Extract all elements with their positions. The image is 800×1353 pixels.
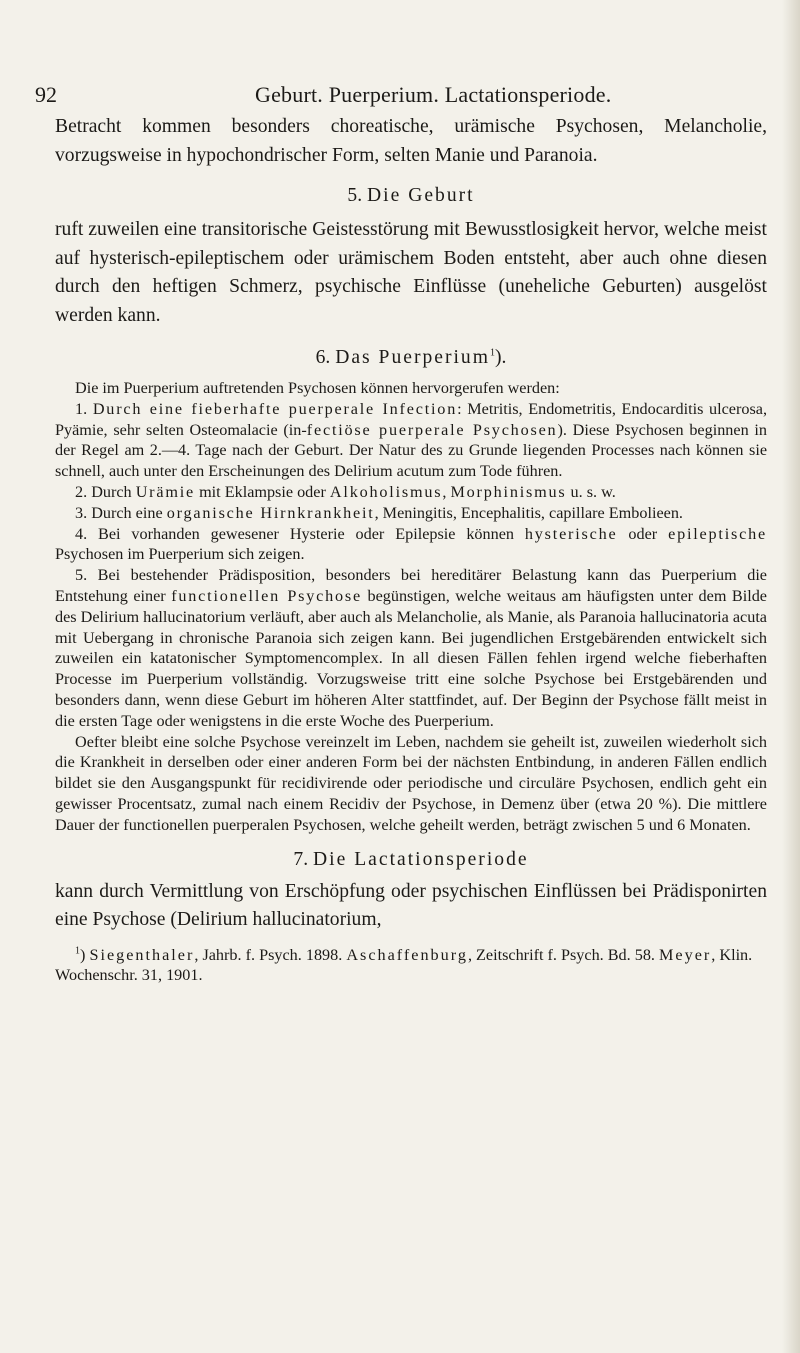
item-2-text-4: u. s. w. (566, 482, 616, 501)
section-5-heading (55, 182, 767, 210)
list-item-5 (55, 565, 767, 731)
item-2-emph: Urämie (135, 482, 196, 501)
section-7-title: Die Lactationsperiode (313, 848, 529, 870)
section-7-heading (55, 846, 767, 874)
section-5-number: 5. (347, 185, 363, 206)
list-item-2 (55, 482, 767, 503)
section-6-title: Das Puerperium (335, 347, 490, 368)
list-item-3 (55, 503, 767, 524)
list-item-4 (55, 524, 767, 566)
footnote-author-2: Aschaffenburg (346, 945, 468, 964)
item-1-emph: Durch eine fieberhafte puerperale Infection (92, 399, 458, 418)
page-number: 92 (35, 82, 57, 107)
item-4-text: 4. Bei vorhanden gewesener Hysterie oder Epilepsie können (75, 524, 525, 543)
section-6-lead: Die im Puerperium auftretenden Psychosen können hervorgerufen werden: (75, 379, 560, 397)
item-1-text-2: ). Diese Psychosen beginnen in der Regel am 2.—4. Tage nach der Geburt. Der Natur des zu Grunde liegenden Processes nach können sie schnell, auch unter den Erscheinungen des Delirium acutum zum Tode führen. (55, 420, 767, 481)
section-7-text: kann durch Vermittlung von Erschöpfung oder psychischen Einflüssen bei Prädisponirten eine Psychose (Delirium hallucinatorium, (55, 880, 767, 931)
item-3-text-2: , Meningitis, Encephalitis, capillare Embolieen. (374, 503, 683, 522)
footnote-text-4: , Klin. Wochenschr. 31, 1901. (55, 945, 753, 985)
item-1-text: : Metritis, Endometritis, Endocarditis ulcerosa, Pyämie, sehr selten Osteomalacie (in- (55, 399, 768, 439)
section-6-closing-paragraph: Oefter bleibt eine solche Psychose vereinzelt im Leben, nachdem sie geheilt ist, zuweilen wiederholt sich die Krankheit in derselben oder einer anderen Form bei der nächsten Entbindung, in anderen Fällen endlich bildet sie den Ausgangspunkt für recidivirende oder periodische und circuläre Psychosen, endlich geht ein gewisser Procentsatz, zumal nach einem Recidiv der Psychose, in Demenz über (etwa 20 %). Die mittlere Dauer der functionellen puerperalen Psychosen, welche geheilt werden, beträgt zwischen 5 und 6 Monaten. (55, 732, 767, 834)
section-5-title: Die Geburt (367, 185, 475, 206)
item-4-emph: hysterische (524, 524, 618, 543)
footnote-author-1: Siegenthaler (89, 945, 195, 964)
item-2-emph-3: Morphinismus (450, 482, 567, 501)
item-4-text-3: Psychosen im Puerperium sich zeigen. (55, 545, 305, 564)
footnote-marker: 1 (75, 945, 80, 957)
list-item-1 (55, 399, 767, 482)
footnote-text-3: , Zeitschrift f. Psych. Bd. 58. (467, 945, 660, 964)
footnote (55, 945, 767, 987)
section-5-text: ruft zuweilen eine transitorische Geistesstörung mit Bewusstlosigkeit hervor, welche meist auf hysterisch-epileptischem oder urämischem Boden entsteht, aber auch ohne diesen durch den heftigen Schmerz, psychische Einflüsse (uneheliche Geburten) ausgelöst werden kann. (55, 219, 767, 326)
item-1-emph-2: fectiöse puerperale Psychosen (306, 420, 558, 439)
item-4-text-2: oder (617, 524, 669, 543)
item-2-text-2: mit Eklampsie oder (195, 482, 330, 501)
section-7-number: 7. (293, 848, 309, 870)
section-6-heading (55, 344, 767, 372)
item-5-text-2: begünstigen, welche weitaus am häufigsten unter dem Bilde des Delirium hallucinatorium verläuft, aber auch als Melancholie, als Manie, als Paranoia hallucinatoria acuta mit Uebergang in chronische Paranoia sich zeigen kann. Bei jugendlichen Erstgebärenden entwickelt sich zuweilen ein katatonischer Symptomencomplex. In all diesen Fällen fehlen irgend welche fieberhaften Processe im Puerperium vollständig. Vorzugsweise tritt eine solche Psychose bei Erstgebärenden und besonders dann, wenn diese Geburt im höheren Alter stattfindet, auf. Der Beginn der Psychose fällt meist in die ersten Tage oder wenigstens in die erste Woche des Puerperium. (55, 586, 767, 730)
footnote-text-2: , Jahrb. f. Psych. 1898. (194, 945, 347, 964)
footnote-ref: 1 (489, 347, 495, 359)
section-6-heading-end: ). (494, 347, 507, 368)
item-2-text: 2. Durch (75, 482, 136, 501)
section-6-number: 6. (315, 347, 331, 368)
item-2-emph-2: Alkoholismus (329, 482, 443, 501)
running-title: Geburt. Puerperium. Lactationsperiode. (255, 82, 612, 107)
footnote-author-3: Meyer (659, 945, 712, 964)
item-5-text: 5. Bei bestehender Prädisposition, besonders bei hereditärer Belastung kann das Puerperium die Entstehung einer (55, 566, 767, 605)
item-3-emph: organische Hirnkrankheit (166, 503, 375, 522)
item-2-text-3: , (442, 482, 451, 501)
intro-paragraph: Betracht kommen besonders choreatische, urämische Psychosen, Melancholie, vorzugsweise in hypochondrischer Form, selten Manie und Paranoia. (55, 116, 767, 166)
footnote-text: ) (80, 945, 90, 964)
item-3-text: 3. Durch eine (75, 503, 167, 522)
page-edge-shadow (782, 0, 800, 1353)
item-1-num: 1. (75, 399, 93, 418)
page-header (35, 82, 740, 110)
page-body (55, 113, 767, 986)
item-4-emph-2: epileptische (668, 524, 767, 543)
item-5-emph: functionellen Psychose (171, 586, 362, 605)
